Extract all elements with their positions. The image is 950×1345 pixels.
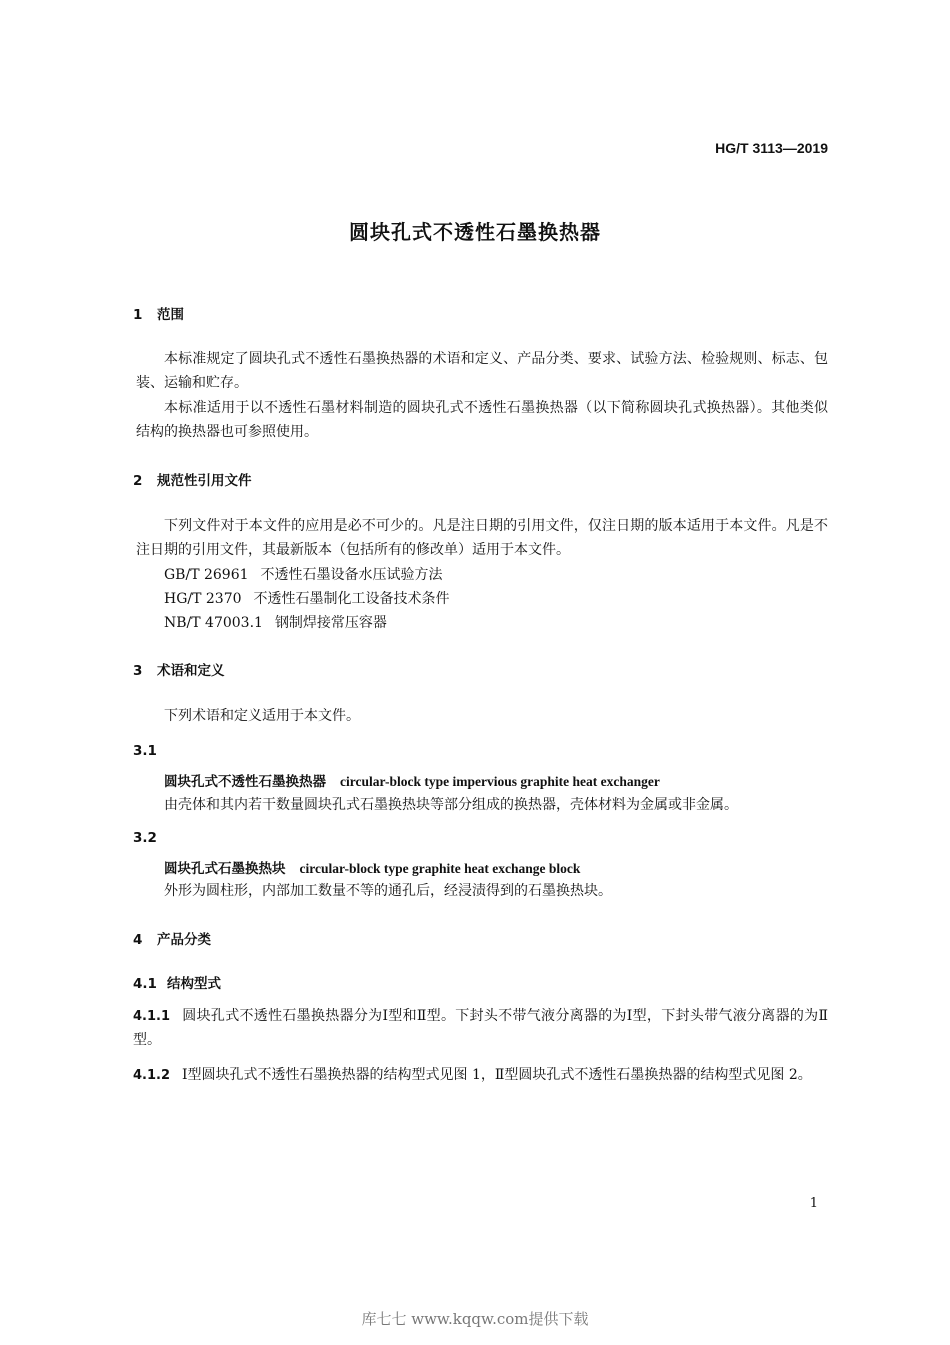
section-number: 1 [133,307,143,323]
clause-4-1-1 [133,1005,828,1052]
section-2-heading [133,469,252,489]
section-number: 3 [133,663,143,679]
term-chinese: 圆块孔式不透性石墨换热器 [164,774,326,790]
download-watermark: 库七七 www.kqqw.com提供下载 [361,1310,589,1328]
reference-title: 不透性石墨制化工设备技术条件 [253,591,450,607]
paragraph: 下列术语和定义适用于本文件。 [164,708,360,724]
paragraph: 下列文件对于本文件的应用是必不可少的。凡是注日期的引用文件，仅注日期的版本适用于本文件。凡是不注日期的引用文件，其最新版本（包括所有的修改单）适用于本文件。 [136,518,828,558]
clause-number: 4.1.2 [133,1068,171,1083]
reference-title: 不透性石墨设备水压试验方法 [260,567,443,583]
section-title: 规范性引用文件 [157,473,252,489]
page-number: 1 [809,1196,818,1211]
reference-code: NB/T 47003.1 [164,615,263,631]
clause-number: 4.1.1 [133,1009,171,1024]
term-number: 3.2 [133,830,157,846]
section-title: 术语和定义 [157,663,225,679]
clause-text: Ⅰ型圆块孔式不透性石墨换热器的结构型式见图 1，Ⅱ型圆块孔式不透性石墨换热器的结构型式见图 2。 [182,1067,812,1083]
term-english: circular-block type graphite heat exchange block [299,861,581,876]
paragraph: 本标准适用于以不透性石墨材料制造的圆块孔式不透性石墨换热器（以下简称圆块孔式换热器）。其他类似结构的换热器也可参照使用。 [136,400,828,440]
term-chinese: 圆块孔式石墨换热块 [164,861,286,877]
subsection-4-1-heading [133,972,221,992]
subsection-number: 4.1 [133,976,157,992]
reference-code: GB/T 26961 [164,567,249,583]
section-4-heading [133,928,211,948]
reference-item [164,588,450,608]
term-english: circular-block type impervious graphite heat exchanger [340,774,660,789]
term-definition: 外形为圆柱形，内部加工数量不等的通孔后，经浸渍得到的石墨换热块。 [164,883,612,899]
clause-4-1-2 [133,1064,828,1088]
paragraph: 本标准规定了圆块孔式不透性石墨换热器的术语和定义、产品分类、要求、试验方法、检验规则、标志、包装、运输和贮存。 [136,351,828,391]
clause-text: 圆块孔式不透性石墨换热器分为Ⅰ型和Ⅱ型。下封头不带气液分离器的为Ⅰ型，下封头带气液分离器的为Ⅱ型。 [133,1008,828,1048]
section-number: 2 [133,473,143,489]
standard-code: HG/T 3113—2019 [715,140,828,156]
section-1-heading [133,303,184,323]
section-number: 4 [133,932,143,948]
subsection-title: 结构型式 [167,976,221,992]
reference-item [164,564,443,584]
reference-item [164,612,387,632]
section-title: 范围 [157,307,184,323]
term-number: 3.1 [133,743,157,759]
reference-code: HG/T 2370 [164,591,242,607]
reference-title: 钢制焊接常压容器 [274,615,387,631]
section-3-heading [133,659,225,679]
term-definition: 由壳体和其内若干数量圆块孔式石墨换热块等部分组成的换热器，壳体材料为金属或非金属。 [164,797,738,813]
term-heading [164,857,580,877]
document-title: 圆块孔式不透性石墨换热器 [349,220,601,244]
section-title: 产品分类 [157,932,211,948]
term-heading [164,770,660,790]
